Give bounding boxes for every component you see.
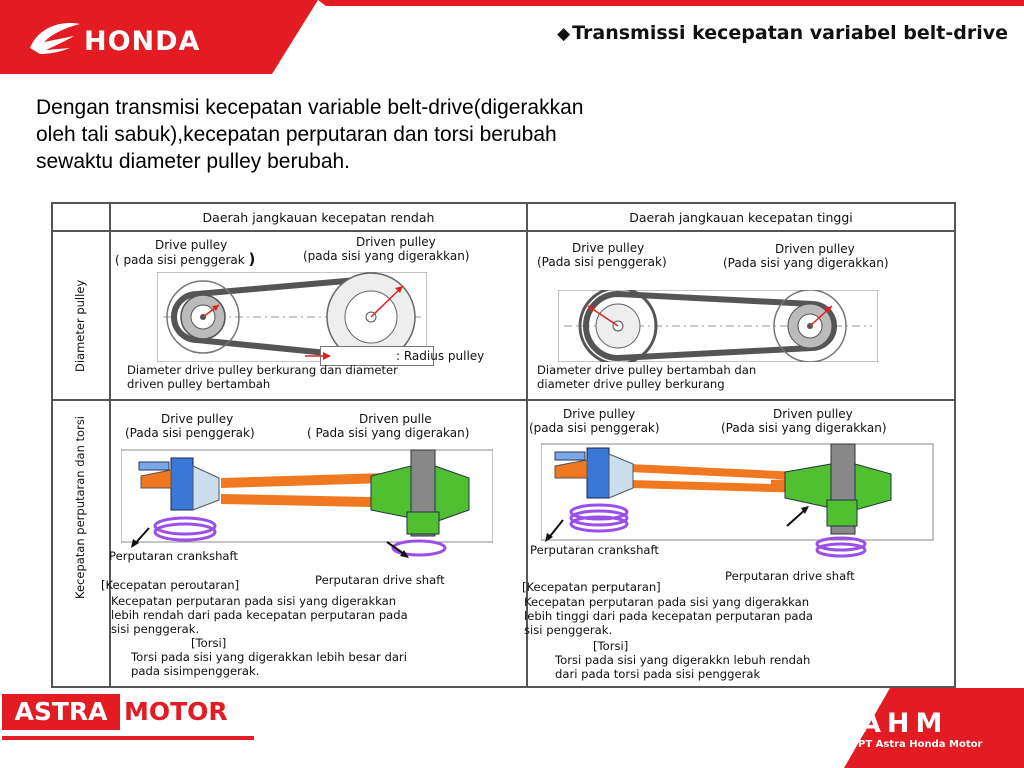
high-driven-pulley-sub: (Pada sisi yang digerakkan) (723, 256, 889, 270)
slide-header (0, 0, 1024, 78)
high-speed-kecepatan-heading: [Kecepatan perputaran] (522, 580, 661, 594)
low-speed-torsi-line-2: pada sisimpenggerak. (131, 664, 260, 678)
low-speed-driven-title: Driven pulle (359, 412, 432, 426)
ahm-logo (858, 708, 998, 736)
low-speed-torsi-heading: [Torsi] (191, 636, 227, 650)
low-speed-cvt-diagram (121, 448, 493, 558)
honda-brand-text: HONDA (84, 26, 201, 57)
column-header-low-speed: Daerah jangkauan kecepatan rendah (202, 210, 435, 225)
high-diameter-caption-1: Diameter drive pulley bertambah dan (537, 363, 757, 377)
grid-row-divider-2 (53, 399, 954, 401)
row-header-diameter: Diameter pulley (73, 279, 87, 372)
motor-logo-text: MOTOR (124, 697, 228, 726)
low-speed-torsi-line-1: Torsi pada sisi yang digerakkan lebih besar dari (131, 650, 407, 664)
high-speed-shaft-arrow-icon (783, 504, 813, 530)
astra-underline-bar (2, 736, 254, 740)
slide-title-text: Transmissi kecepatan variabel belt-drive (572, 22, 1008, 44)
slide-title (557, 22, 1008, 44)
high-speed-cvt-diagram (541, 440, 937, 558)
high-speed-crankshaft-label: Perputaran crankshaft (530, 543, 659, 557)
low-drive-pulley-title: Drive pulley (155, 238, 228, 252)
high-speed-kecepatan-line-2: lebih tinggi dari pada kecepatan perputaran pada (524, 609, 813, 623)
low-driven-pulley-sub: (pada sisi yang digerakkan) (303, 249, 470, 263)
low-diameter-caption-2: driven pulley bertambah (127, 377, 271, 391)
intro-line-2: oleh tali sabuk),kecepatan perputaran dan torsi berubah (36, 123, 557, 146)
low-speed-kecepatan-line-2: lebih rendah dari pada kecepatan perputaran pada (111, 608, 408, 622)
high-drive-pulley-title: Drive pulley (572, 241, 645, 255)
row-header-speed-torque: Kecepatan perputaran dan torsi (73, 415, 87, 599)
high-speed-drive-sub: (pada sisi penggerak) (529, 421, 660, 435)
intro-line-1: Dengan transmisi kecepatan variable belt-drive(digerakkan (36, 96, 584, 119)
high-speed-driveshaft-label: Perputaran drive shaft (725, 569, 855, 583)
ahm-logo-text: AHM (860, 708, 949, 736)
low-speed-drive-title: Drive pulley (161, 412, 234, 426)
low-speed-kecepatan-heading: [Kecepatan peroutaran] (101, 578, 240, 592)
low-speed-driven-sub: ( Pada sisi yang digerakan) (307, 426, 470, 440)
low-speed-kecepatan-line-3: sisi penggerak. (111, 622, 200, 636)
radius-legend-label: : Radius pulley (396, 349, 485, 363)
ahm-company-name: PT Astra Honda Motor (858, 739, 983, 750)
high-speed-crank-arrow-icon (541, 518, 571, 544)
low-driven-pulley-title: Driven pulley (356, 235, 436, 249)
high-pulley-diagram (558, 290, 878, 362)
low-speed-kecepatan-line-1: Kecepatan perputaran pada sisi yang digerakkan (111, 594, 397, 608)
low-drive-pulley-paren: ) (248, 250, 256, 268)
column-header-high-speed: Daerah jangkauan kecepatan tinggi (629, 210, 853, 225)
high-speed-torsi-heading: [Torsi] (593, 639, 629, 653)
astra-logo-block: ASTRA (2, 694, 120, 730)
low-diameter-caption-1: Diameter drive pulley berkurang dan diameter (127, 363, 398, 377)
transmission-figure-table (51, 202, 956, 688)
high-speed-drive-title: Drive pulley (563, 407, 636, 421)
high-driven-pulley-title: Driven pulley (775, 242, 855, 256)
diamond-bullet-icon: ◆ (557, 24, 571, 44)
intro-paragraph (36, 94, 726, 175)
high-speed-driven-title: Driven pulley (773, 407, 853, 421)
high-speed-kecepatan-line-3: sisi penggerak. (524, 623, 613, 637)
high-speed-torsi-line-1: Torsi pada sisi yang digerakkn lebuh rendah (555, 653, 811, 667)
low-speed-shaft-arrow-icon (383, 538, 413, 562)
high-speed-driven-sub: (Pada sisi yang digerakkan) (721, 421, 887, 435)
high-drive-pulley-sub: (Pada sisi penggerak) (537, 255, 667, 269)
high-speed-kecepatan-line-1: Kecepatan perputaran pada sisi yang digerakkan (524, 595, 810, 609)
low-speed-crank-arrow-icon (127, 526, 157, 550)
intro-line-3: sewaktu diameter pulley berubah. (36, 150, 351, 173)
low-speed-drive-sub: (Pada sisi penggerak) (125, 426, 255, 440)
low-speed-crankshaft-label: Perputaran crankshaft (109, 549, 238, 563)
high-speed-torsi-line-2: dari pada torsi pada sisi penggerak (555, 667, 761, 681)
grid-row-divider-1 (53, 230, 954, 232)
low-drive-pulley-sub (115, 252, 255, 267)
high-diameter-caption-2: diameter drive pulley berkurang (537, 377, 725, 391)
low-drive-pulley-sub-text: ( pada sisi penggerak (115, 253, 245, 267)
radius-legend-arrow-icon (303, 351, 333, 361)
low-speed-driveshaft-label: Perputaran drive shaft (315, 573, 445, 587)
